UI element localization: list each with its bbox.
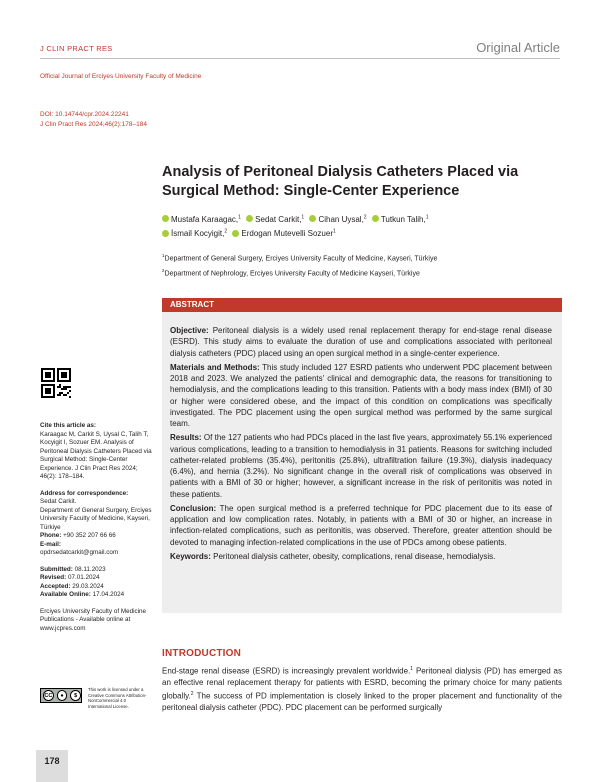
header-rule	[40, 58, 560, 59]
license-text: This work is licensed under a Creative Commons Attribution-NonCommercial 4.0 International License.	[88, 687, 147, 709]
cc-icon: CC	[43, 690, 54, 701]
orcid-icon[interactable]	[246, 215, 253, 222]
article-title	[162, 163, 562, 201]
correspondence-name: Sedat Carkit.	[40, 498, 77, 505]
author: Sedat Carkit,$^1$	[246, 215, 304, 224]
journal-name: J CLIN PRACT RES	[40, 44, 113, 53]
abstract-header: ABSTRACT	[162, 298, 562, 312]
author: Tutkun Talih,$^1$	[372, 215, 429, 224]
doi-link[interactable]: DOI: 10.14744/cpr.2024.22241	[40, 111, 129, 118]
online-date: Available Online: 17.04.2024	[40, 591, 125, 598]
affiliation: $^2$Department of Nephrology, Erciyes University Faculty of Medicine Kayseri, Türkiye	[162, 268, 420, 278]
abstract-body	[162, 312, 562, 613]
cite-block	[40, 422, 152, 482]
dates-block	[40, 566, 152, 600]
cc-license-badge[interactable]	[40, 688, 82, 703]
official-journal: Official Journal of Erciyes University Faculty of Medicine	[40, 73, 202, 80]
cite-label: Cite this article as:	[40, 422, 96, 429]
title-line-2: Surgical Method: Single-Center Experience	[162, 183, 460, 199]
doi-block	[40, 110, 147, 130]
article-type: Original Article	[476, 40, 560, 55]
page-number: 178	[36, 750, 68, 782]
introduction-paragraph: End-stage renal disease (ESRD) is increasingly prevalent worldwide.$^1$ Peritoneal dialysis (PD) has emerged as an effective renal replacement therapy for patients with ESRD, becoming the primary choice for many patients globally.$^2$ The success of PD implementation is closely linked to the proper placement and functionality of the peritoneal dialysis catheter (PDC). PDC placement can be performed surgically	[162, 666, 562, 713]
abstract-keywords: Keywords: Peritoneal dialysis catheter, obesity, complications, renal disease, hemodialysis.	[170, 551, 496, 561]
title-line-1: Analysis of Peritoneal Dialysis Catheters Placed via	[162, 164, 519, 180]
author: Mustafa Karaagac,$^1$	[162, 215, 241, 224]
orcid-icon[interactable]	[162, 215, 169, 222]
nc-icon: $	[70, 690, 81, 701]
affiliation: $^1$Department of General Surgery, Erciyes University Faculty of Medicine, Kayseri, Türkiye	[162, 253, 438, 263]
section-title-introduction: INTRODUCTION	[162, 648, 242, 659]
sidebar	[40, 422, 152, 641]
author: İsmail Kocyigit,$^2$	[162, 229, 227, 238]
phone: Phone: +90 352 207 66 66	[40, 532, 116, 539]
accepted-date: Accepted: 29.03.2024	[40, 582, 104, 590]
orcid-icon[interactable]	[232, 230, 239, 237]
correspondence-block	[40, 490, 152, 558]
orcid-icon[interactable]	[309, 215, 316, 222]
abstract-objective: Objective: Peritoneal dialysis is a widely used renal replacement therapy for end-stage renal disease (ESRD). This study aims to evaluate the duration of use and complications associated with peritoneal dialysis catheters (PDC) placed using an open surgical method in a single-center experience.	[170, 326, 552, 358]
author-list	[162, 211, 562, 240]
email-label: E-mail:	[40, 540, 61, 548]
abstract-results: Results: Of the 127 patients who had PDCs placed in the last five years, approximately 55.1% experienced various complications, leading to a transition to hemodialysis in 31 patients. Reasons for switching included catheter-related problems (35.4%), peritonitis (25.8%), ultrafiltration failure (19.3%), dialysis inadequacy (6.4%), and hernia (3.2%). No significant change in the overall risk of complications was observed in patients with a BMI of 30 or higher; however, a significant increase in the risk of peritonitis was noted in these patients.	[170, 433, 552, 499]
correspondence-label: Address for correspondence:	[40, 489, 129, 497]
revised-date: Revised: 07.01.2024	[40, 574, 100, 581]
abstract-conclusion: Conclusion: The open surgical method is a preferred technique for PDC placement due to its ease of application and low complication rates. Notably, in patients with a BMI of 30 or higher, an increase in infection-related complications, such as peritonitis, was observed. Therefore, greater attention should be devoted to managing infection-related complications in the use of PDCs among obese patients.	[170, 503, 552, 547]
publisher-note: Erciyes University Faculty of Medicine Publications - Available online at www.jcpres.com	[40, 607, 147, 632]
author: Cihan Uysal,$^2$	[309, 215, 366, 224]
author: Erdogan Mutevelli Sozuer$^1$	[232, 229, 335, 238]
by-icon: ●	[57, 690, 68, 701]
qr-code-icon[interactable]	[40, 367, 72, 399]
cite-text: Karaagac M, Carkit S, Uysal C, Talih T, Kocyigit I, Sozuer EM. Analysis of Peritoneal Dialysis Catheters Placed via Surgical Method: Single-Center Experience. J Clin Pract Res 2024; 46(2): 178–184.	[40, 430, 152, 480]
submitted-date: Submitted: 08.11.2023	[40, 565, 106, 573]
orcid-icon[interactable]	[372, 215, 379, 222]
citation-line: J Clin Pract Res 2024;46(2):178–184	[40, 121, 147, 128]
email-link[interactable]: opdrsedatcarkit@gmail.com	[40, 549, 119, 556]
correspondence-address: Department of General Surgery, Erciyes University Faculty of Medicine, Kayseri, Türkiye	[40, 506, 152, 531]
abstract-methods: Materials and Methods: This study included 127 ESRD patients who underwent PDC placement between 2018 and 2023. We analyzed the patients' clinical and demographic data, the reasons for transitioning to hemodialysis, and the complications leading to this transition. Patients with a body mass index (BMI) of 30 or higher were considered obese, and the impact of this condition on complications was specifically investigated. The PDC placement using the open surgical method was performed by the same surgical team.	[170, 362, 552, 428]
affiliations	[162, 250, 562, 281]
orcid-icon[interactable]	[162, 230, 169, 237]
